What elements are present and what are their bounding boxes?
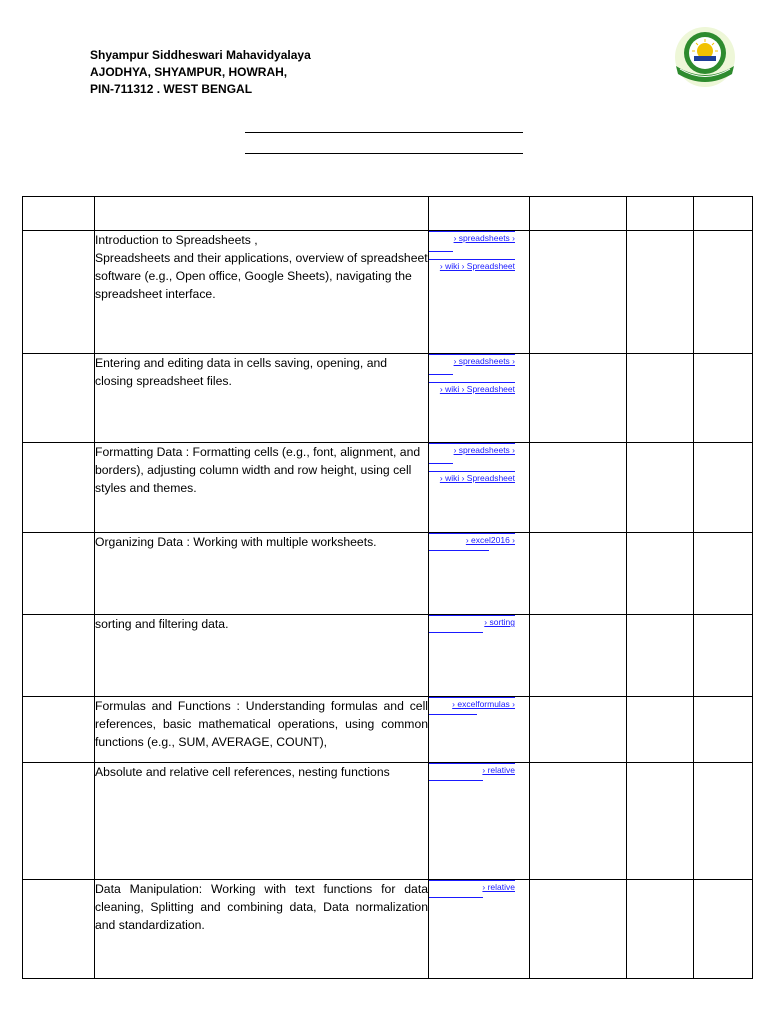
sl-cell <box>23 763 95 880</box>
college-pin: PIN-711312 . WEST BENGAL <box>90 82 253 96</box>
reference-link[interactable] <box>429 763 515 781</box>
topic-cell <box>95 763 429 880</box>
reference-cell <box>429 533 530 615</box>
title-rule-1 <box>245 132 523 133</box>
reference-cell <box>429 697 530 763</box>
college-name: Shyampur Siddheswari Mahavidyalaya <box>90 48 311 62</box>
link-text[interactable]: › wiki › Spreadsheet <box>439 261 515 271</box>
empty-cell <box>627 443 694 533</box>
empty-cell <box>530 880 627 979</box>
empty-cell <box>627 231 694 354</box>
college-address: AJODHYA, SHYAMPUR, HOWRAH, <box>90 65 288 79</box>
college-header <box>90 47 311 98</box>
link-underline <box>429 251 453 252</box>
reference-link[interactable] <box>429 231 515 252</box>
header-cell <box>530 197 627 231</box>
link-text[interactable]: › relative <box>482 765 515 775</box>
sl-cell <box>23 615 95 697</box>
table-row <box>23 763 753 880</box>
topic-text: Introduction to Spreadsheets , <box>95 233 258 247</box>
link-text[interactable]: › wiki › Spreadsheet <box>439 473 515 483</box>
topic-text: sorting and filtering data. <box>95 617 229 631</box>
reference-link[interactable] <box>429 880 515 898</box>
reference-cell <box>429 763 530 880</box>
sl-cell <box>23 697 95 763</box>
empty-cell <box>530 443 627 533</box>
empty-cell <box>627 880 694 979</box>
link-text[interactable]: › spreadsheets › <box>453 445 515 455</box>
topic-text: Entering and editing data in cells saving, opening, and closing spreadsheet files. <box>95 356 388 388</box>
topic-text: Formatting Data : Formatting cells (e.g., font, alignment, and borders), adjusting column width and row height, using cell styles and themes. <box>95 445 421 495</box>
empty-cell <box>627 615 694 697</box>
header-cell <box>429 197 530 231</box>
topic-text: Data Manipulation: Working with text functions for data cleaning, Splitting and combining data, Data normalization and standardization. <box>95 882 428 932</box>
sl-cell <box>23 533 95 615</box>
link-text[interactable]: › sorting <box>484 617 515 627</box>
table-row <box>23 231 753 354</box>
topic-cell <box>95 880 429 979</box>
syllabus-table <box>22 196 753 979</box>
link-text[interactable]: › relative <box>482 882 515 892</box>
header-cell <box>694 197 753 231</box>
reference-link[interactable] <box>429 259 515 272</box>
empty-cell <box>530 763 627 880</box>
topic-text: Formulas and Functions : Understanding formulas and cell references, basic mathematical operations, using common functions (e.g., SUM, AVERAGE, COUNT), <box>95 699 428 749</box>
topic-cell <box>95 697 429 763</box>
sl-cell <box>23 231 95 354</box>
empty-cell <box>694 354 753 443</box>
sl-cell <box>23 354 95 443</box>
table-row <box>23 697 753 763</box>
link-underline <box>429 632 483 633</box>
college-seal-logo <box>670 26 740 92</box>
reference-link[interactable] <box>429 354 515 375</box>
empty-cell <box>530 697 627 763</box>
table-row <box>23 615 753 697</box>
topic-text: Organizing Data : Working with multiple worksheets. <box>95 535 377 549</box>
empty-cell <box>530 615 627 697</box>
table-row <box>23 880 753 979</box>
reference-link[interactable] <box>429 471 515 484</box>
link-text[interactable]: › excel2016 › <box>465 535 515 545</box>
reference-link[interactable] <box>429 697 515 715</box>
reference-cell <box>429 231 530 354</box>
title-rule-2 <box>245 153 523 154</box>
reference-cell <box>429 354 530 443</box>
empty-cell <box>627 354 694 443</box>
sl-cell <box>23 880 95 979</box>
topic-text: Absolute and relative cell references, nesting functions <box>95 765 390 779</box>
reference-cell <box>429 880 530 979</box>
empty-cell <box>694 880 753 979</box>
link-underline <box>429 463 453 464</box>
table-row <box>23 533 753 615</box>
table-header-row <box>23 197 753 231</box>
header-cell <box>23 197 95 231</box>
empty-cell <box>627 763 694 880</box>
topic-text: Spreadsheets and their applications, overview of spreadsheet software (e.g., Open office, Google Sheets), navigating the spreadsheet interface. <box>95 251 428 301</box>
empty-cell <box>694 231 753 354</box>
table-row <box>23 443 753 533</box>
link-underline <box>429 714 477 715</box>
topic-cell <box>95 533 429 615</box>
link-text[interactable]: › spreadsheets › <box>453 356 515 366</box>
topic-cell <box>95 354 429 443</box>
empty-cell <box>530 533 627 615</box>
empty-cell <box>530 231 627 354</box>
link-underline <box>429 550 489 551</box>
link-underline <box>429 780 483 781</box>
link-underline <box>429 897 483 898</box>
reference-link[interactable] <box>429 443 515 464</box>
empty-cell <box>694 763 753 880</box>
reference-link[interactable] <box>429 533 515 551</box>
header-cell <box>95 197 429 231</box>
empty-cell <box>530 354 627 443</box>
header-cell <box>627 197 694 231</box>
empty-cell <box>694 443 753 533</box>
topic-cell <box>95 615 429 697</box>
link-text[interactable]: › excelformulas › <box>452 699 515 709</box>
link-underline <box>429 374 453 375</box>
empty-cell <box>627 533 694 615</box>
empty-cell <box>694 697 753 763</box>
reference-link[interactable] <box>429 615 515 633</box>
topic-cell <box>95 443 429 533</box>
reference-cell <box>429 443 530 533</box>
link-text[interactable]: › wiki › Spreadsheet <box>439 384 515 394</box>
empty-cell <box>694 615 753 697</box>
link-text[interactable]: › spreadsheets › <box>453 233 515 243</box>
empty-cell <box>694 533 753 615</box>
sl-cell <box>23 443 95 533</box>
reference-cell <box>429 615 530 697</box>
reference-link[interactable] <box>429 382 515 395</box>
empty-cell <box>627 697 694 763</box>
topic-cell <box>95 231 429 354</box>
table-row <box>23 354 753 443</box>
